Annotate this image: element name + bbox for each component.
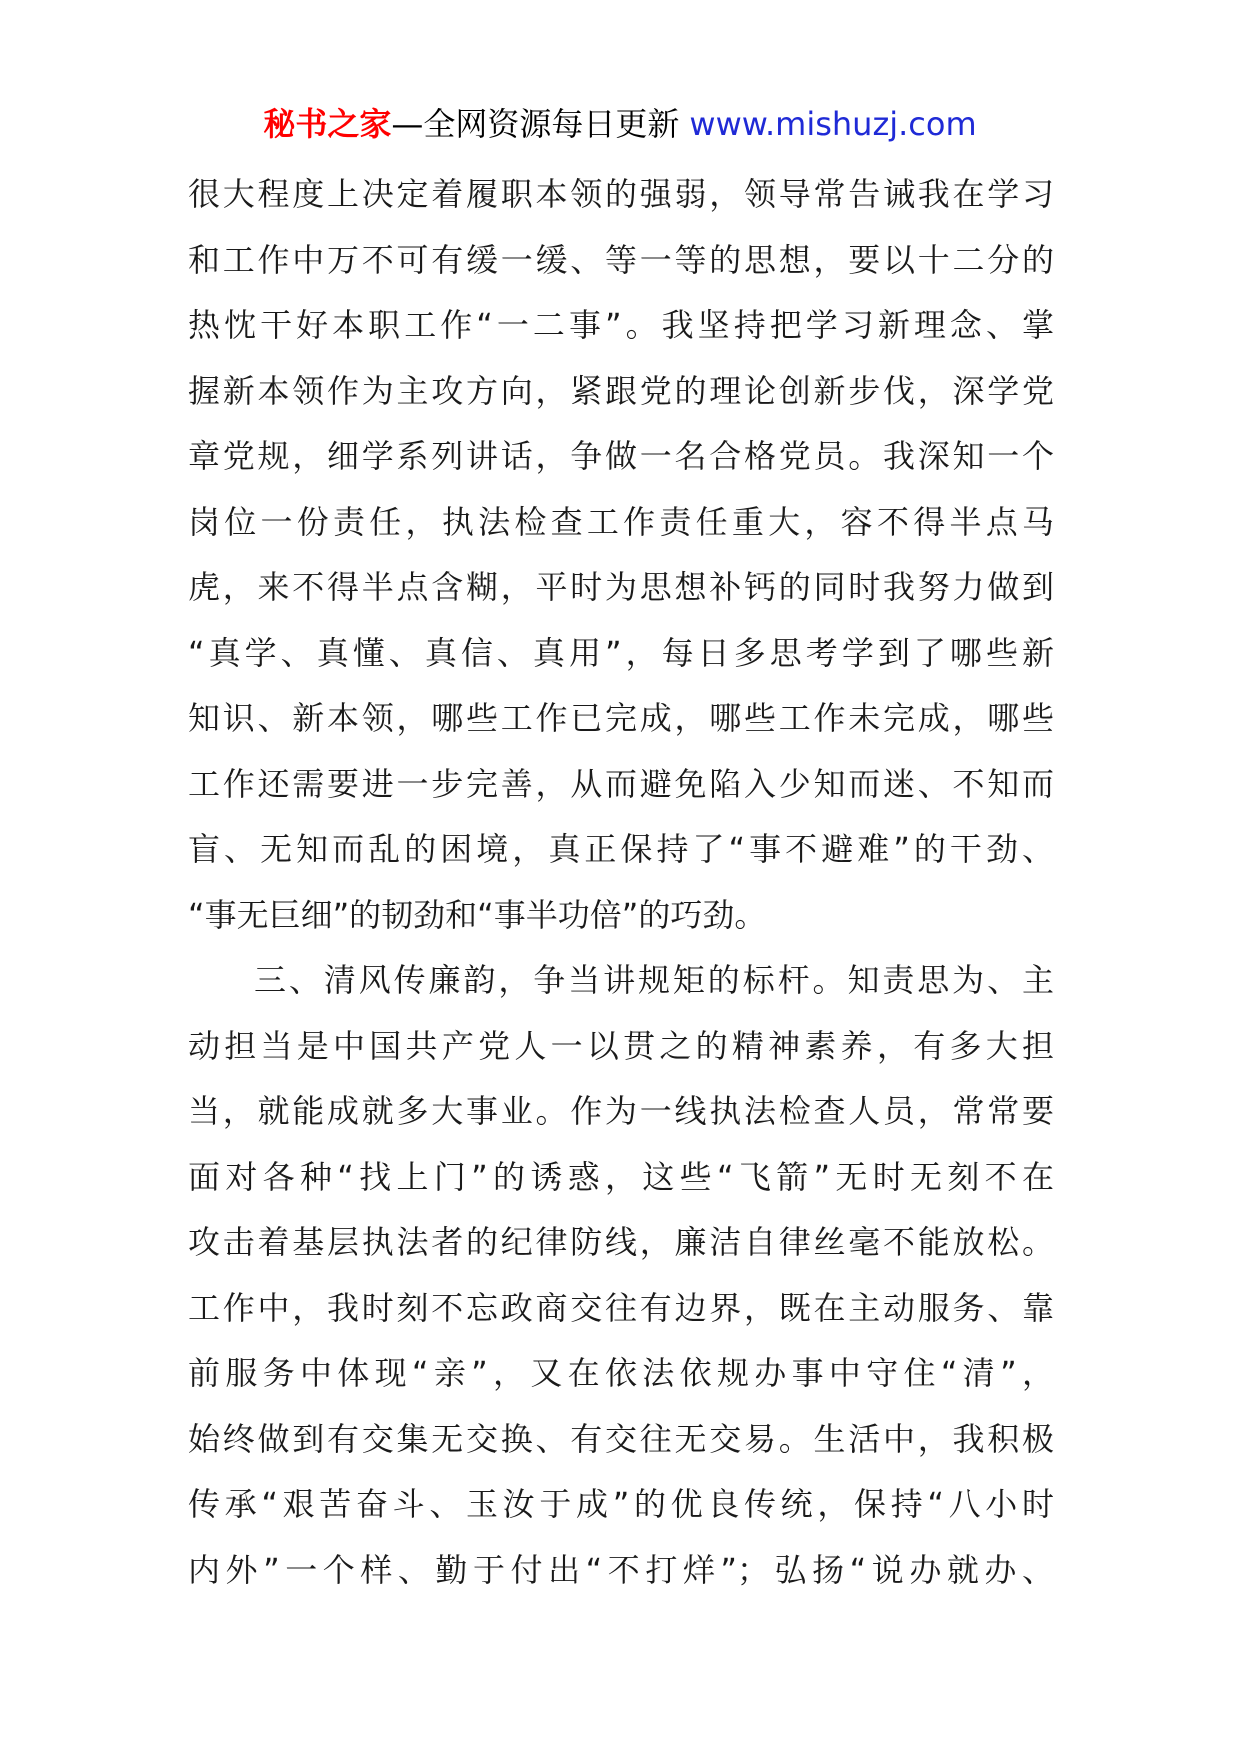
brand-name: 秘书之家	[263, 105, 392, 143]
text-line: 传承“艰苦奋斗、玉汝于成”的优良传统，保持“八小时	[188, 1485, 1054, 1523]
text-line: 动担当是中国共产党人一以贯之的精神素养，有多大担	[188, 1026, 1054, 1065]
text-line: 当，就能成就多大事业。作为一线执法检查人员，常常要	[188, 1092, 1054, 1130]
header-tagline: —全网资源每日更新	[391, 105, 680, 143]
text-line: 知识、新本领，哪些工作已完成，哪些工作未完成，哪些	[188, 699, 1054, 737]
text-line: 始终做到有交集无交换、有交往无交易。生活中，我积极	[188, 1419, 1054, 1458]
page-header	[0, 100, 1240, 148]
text-line: 工作还需要进一步完善，从而避免陷入少知而迷、不知而	[188, 764, 1054, 803]
text-line: 前服务中体现“亲”，又在依法依规办事中守住“清”，	[188, 1354, 1054, 1392]
text-line: 热忱干好本职工作“一二事”。我坚持把学习新理念、掌	[188, 306, 1054, 344]
text-line: 握新本领作为主攻方向，紧跟党的理论创新步伐，深学党	[188, 371, 1054, 410]
text-line: 章党规，细学系列讲话，争做一名合格党员。我深知一个	[188, 437, 1054, 475]
section-heading-line: 三、清风传廉韵，争当讲规矩的标杆。知责思为、主	[254, 961, 1054, 999]
document-body	[188, 162, 1054, 1603]
site-url-link[interactable]: www.mishuzj.com	[689, 105, 977, 143]
text-line: 面对各种“找上门”的诱惑，这些“飞箭”无时无刻不在	[188, 1157, 1054, 1196]
text-line: 内外”一个样、勤于付出“不打烊”；弘扬“说办就办、	[188, 1550, 1054, 1589]
text-line: 和工作中万不可有缓一缓、等一等的思想，要以十二分的	[188, 240, 1054, 279]
text-line: “真学、真懂、真信、真用”，每日多思考学到了哪些新	[188, 633, 1054, 672]
text-line: 很大程度上决定着履职本领的强弱，领导常告诫我在学习	[188, 175, 1054, 213]
text-line: 工作中，我时刻不忘政商交往有边界，既在主动服务、靠	[188, 1288, 1054, 1327]
text-line: 虎，来不得半点含糊，平时为思想补钙的同时我努力做到	[188, 568, 1054, 606]
text-line: 攻击着基层执法者的纪律防线，廉洁自律丝毫不能放松。	[188, 1223, 1054, 1261]
text-line: 盲、无知而乱的困境，真正保持了“事不避难”的干劲、	[188, 830, 1054, 868]
text-line: “事无巨细”的韧劲和“事半功倍”的巧劲。	[188, 895, 767, 934]
text-line: 岗位一份责任，执法检查工作责任重大，容不得半点马	[188, 502, 1054, 541]
